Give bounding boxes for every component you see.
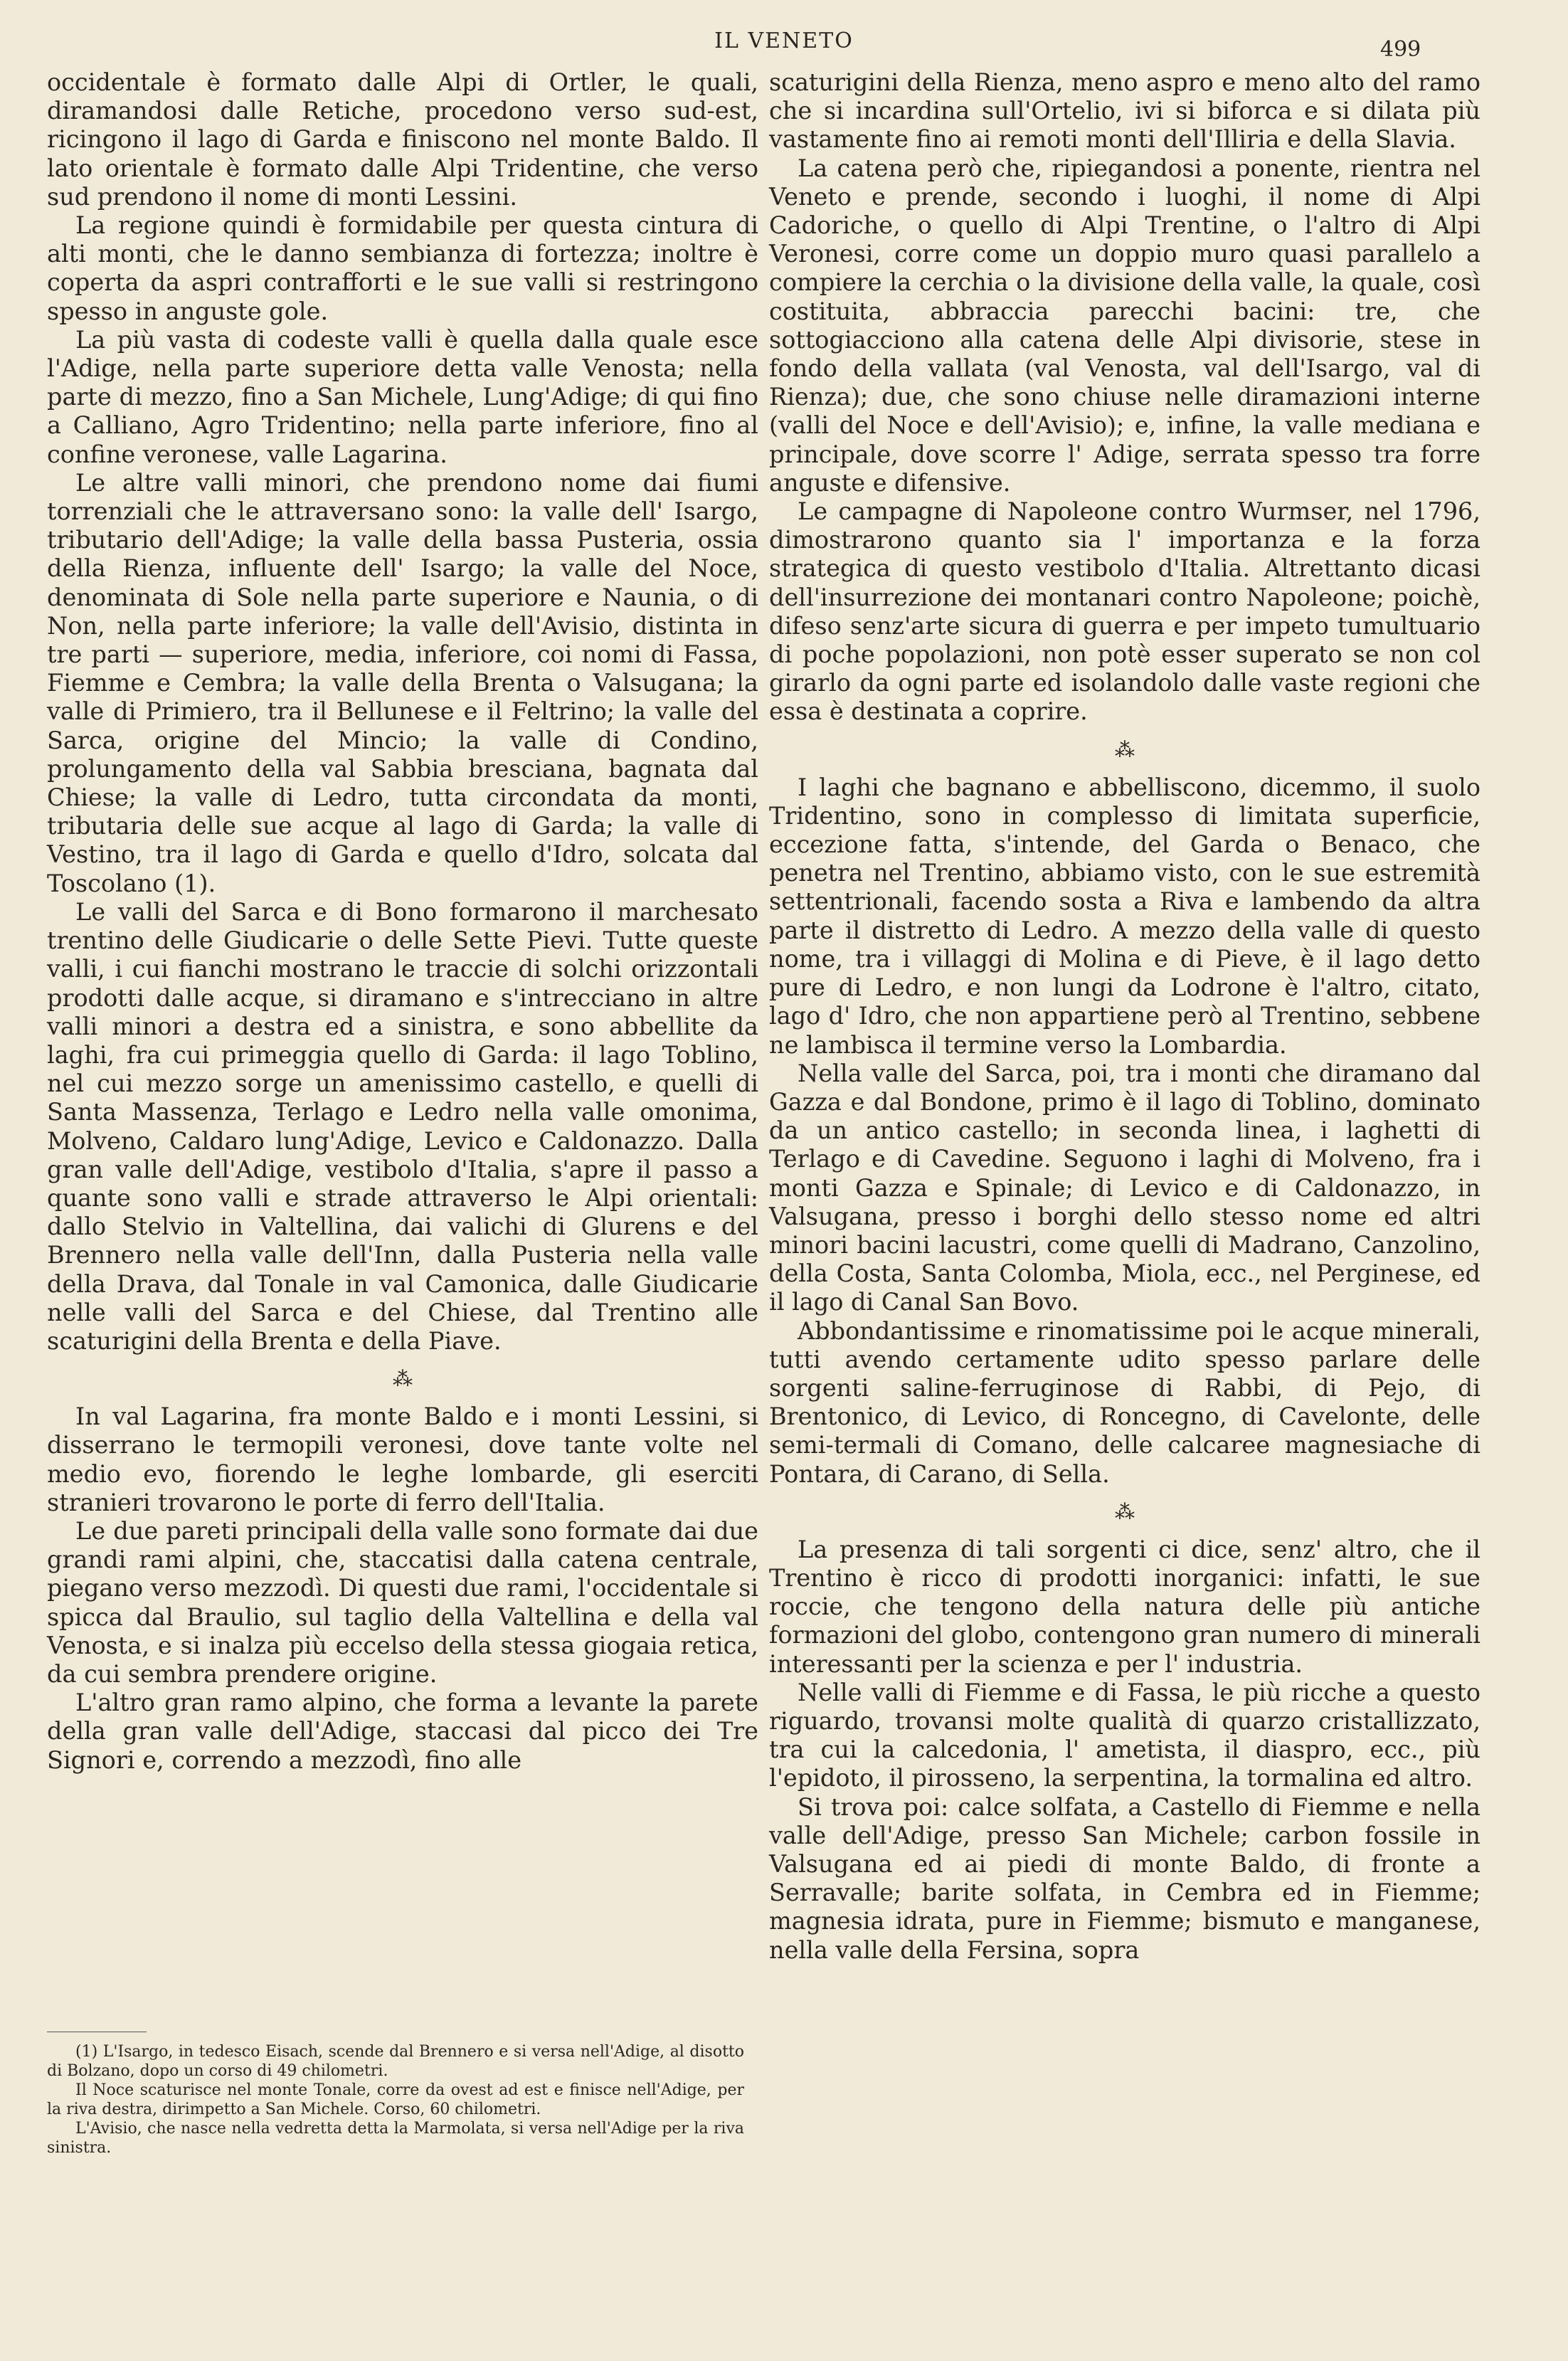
paragraph: La più vasta di codeste valli è quella dalla quale esce l'Adige, nella parte superiore detta valle Venosta; nella parte di mezzo, fino a San Michele, Lung'Adige; di qui fino a Calliano, Agro Tridentino; nella parte inferiore, fino al confine veronese, valle Lagarina. — [47, 325, 758, 468]
running-header: IL VENETO — [714, 28, 854, 53]
paragraph: Abbondantissime e rinomatissime poi le acque minerali, tutti avendo certamente udito spesso parlare delle sorgenti saline-ferruginose di Rabbi, di Pejo, di Brentonico, di Levico, di Roncegno, di Cavelonte, delle semi-termali di Comano, delle calcaree magnesiache di Pontara, di Carano, di Sella. — [769, 1316, 1480, 1488]
paragraph: scaturigini della Rienza, meno aspro e meno alto del ramo che si incardina sull'Ortelio, ivi si biforca e si dilata più vastamente fino ai remoti monti dell'Illiria e della Slavia. — [769, 68, 1480, 154]
paragraph: Le valli del Sarca e di Bono formarono il marchesato trentino delle Giudicarie o delle Sette Pievi. Tutte queste valli, i cui fianchi mostrano le traccie di solchi orizzontali prodotti dalle acque, si diramano e s'intrecciano in altre valli minori a destra ed a sinistra, e sono abbellite da laghi, fra cui primeggia quello di Garda: il lago Toblino, nel cui mezzo sorge un amenissimo castello, e quelli di Santa Massenza, Terlago e Ledro nella valle omonima, Molveno, Caldaro lung'Adige, Levico e Caldonazzo. Dalla gran valle dell'Adige, vestibolo d'Italia, s'apre il passo a quante sono valli e strade attraverso le Alpi orientali: dallo Stelvio in Valtellina, dai valichi di Glurens e del Brennero nella valle dell'Inn, dalla Pusteria nella valle della Drava, dal Tonale in val Camonica, dalle Giudicarie nelle valli del Sarca e del Chiese, dal Trentino alle scaturigini della Brenta e della Piave. — [47, 897, 758, 1355]
footnote: Il Noce scaturisce nel monte Tonale, corre da ovest ad est e finisce nell'Adige, per la riva destra, dirimpetto a San Michele. Corso, 60 chilometri. — [47, 2081, 744, 2118]
paragraph: I laghi che bagnano e abbelliscono, dicemmo, il suolo Tridentino, sono in complesso di limitata superficie, eccezione fatta, s'intende, del Garda o Benaco, che penetra nel Trentino, abbiamo visto, con le sue estremità settentrionali, facendo sosta a Riva e lambendo da altra parte il distretto di Ledro. A mezzo della valle di questo nome, tra i villaggi di Molina e di Pieve, è il lago detto pure di Ledro, e non lungi da Lodrone è l'altro, citato, lago d' Idro, che non appartiene però al Trentino, sebbene ne lambisca il termine verso la Lombardia. — [769, 773, 1480, 1059]
footnote: L'Avisio, che nasce nella vedretta detta la Marmolata, si versa nell'Adige per la riva sinistra. — [47, 2120, 744, 2157]
section-divider: ⁂ — [1115, 737, 1135, 761]
paragraph: La regione quindi è formidabile per questa cintura di alti monti, che le danno sembianza di fortezza; inoltre è coperta da aspri contrafforti e le sue valli si restringono spesso in anguste gole. — [47, 211, 758, 325]
page-number: 499 — [1380, 37, 1421, 62]
section-divider: ⁂ — [393, 1367, 413, 1391]
paragraph: L'altro gran ramo alpino, che forma a levante la parete della gran valle dell'Adige, staccasi dal picco dei Tre Signori e, correndo a mezzodì, fino alle — [47, 1689, 758, 1774]
paragraph: La presenza di tali sorgenti ci dice, senz' altro, che il Trentino è ricco di prodotti inorganici: infatti, le sue roccie, che tengono della natura delle più antiche formazioni del globo, contengono gran numero di minerali interessanti per la scienza e per l' industria. — [769, 1535, 1480, 1678]
paragraph: Nella valle del Sarca, poi, tra i monti che diramano dal Gazza e dal Bondone, primo è il lago di Toblino, dominato da un antico castello; in seconda linea, i laghetti di Terlago e di Cavedine. Seguono i laghi di Molveno, fra i monti Gazza e Spinale; di Levico e di Caldonazzo, in Valsugana, presso i borghi dello stesso nome ed altri minori bacini lacustri, come quelli di Madrano, Canzolino, della Costa, Santa Colomba, Miola, ecc., nel Perginese, ed il lago di Canal San Bovo. — [769, 1059, 1480, 1316]
paragraph: Le altre valli minori, che prendono nome dai fiumi torrenziali che le attraversano sono: la valle dell' Isargo, tributario dell'Adige; la valle della bassa Pusteria, ossia della Rienza, influente dell' Isargo; la valle del Noce, denominata di Sole nella parte superiore e Naunia, o di Non, nella parte inferiore; la valle dell'Avisio, distinta in tre parti — superiore, media, inferiore, coi nomi di Fassa, Fiemme e Cembra; la valle della Brenta o Valsugana; la valle di Primiero, tra il Bellunese e il Feltrino; la valle del Sarca, origine del Mincio; la valle di Condino, prolungamento della val Sabbia bresciana, bagnata dal Chiese; la valle di Ledro, tutta circondata da monti, tributaria delle sue acque al lago di Garda; la valle di Vestino, tra il lago di Garda e quello d'Idro, solcata dal Toscolano (1). — [47, 468, 758, 897]
footnote: (1) L'Isargo, in tedesco Eisach, scende dal Brennero e si versa nell'Adige, al disotto di Bolzano, dopo un corso di 49 chilometri. — [47, 2043, 744, 2080]
footnotes — [47, 2042, 744, 2157]
paragraph: Le due pareti principali della valle sono formate dai due grandi rami alpini, che, staccatisi dalla catena centrale, piegano verso mezzodì. Di questi due rami, l'occidentale si spicca dal Braulio, sul taglio della Valtellina e della val Venosta, e si inalza più eccelso della stessa giogaia retica, da cui sembra prendere origine. — [47, 1516, 758, 1688]
left-column — [47, 68, 758, 1775]
paragraph: In val Lagarina, fra monte Baldo e i monti Lessini, si disserrano le termopili veronesi, dove tante volte nel medio evo, fiorendo le leghe lombarde, gli eserciti stranieri trovarono le porte di ferro dell'Italia. — [47, 1403, 758, 1516]
paragraph: La catena però che, ripiegandosi a ponente, rientra nel Veneto e prende, secondo i luoghi, il nome di Alpi Cadoriche, o quello di Alpi Trentine, o l'altro di Alpi Veronesi, corre come un doppio muro quasi parallelo a compiere la cerchia o la divisione della valle, la quale, così costituita, abbraccia parecchi bacini: tre, che sottogiacciono alla catena delle Alpi divisorie, stese in fondo della vallata (val Venosta, val dell'Isargo, val di Rienza); due, che sono chiuse nelle diramazioni interne (valli del Noce e dell'Avisio); e, infine, la valle mediana e principale, dove scorre l' Adige, serrata spesso tra forre anguste e difensive. — [769, 154, 1480, 497]
paragraph: Nelle valli di Fiemme e di Fassa, le più ricche a questo riguardo, trovansi molte qualità di quarzo cristallizzato, tra cui la calcedonia, l' ametista, il diaspro, ecc., più l'epidoto, il pirosseno, la serpentina, la tormalina ed altro. — [769, 1678, 1480, 1792]
section-divider: ⁂ — [1115, 1499, 1135, 1523]
paragraph: occidentale è formato dalle Alpi di Ortler, le quali, diramandosi dalle Retiche, procedono verso sud-est, ricingono il lago di Garda e finiscono nel monte Baldo. Il lato orientale è formato dalle Alpi Tridentine, che verso sud prendono il nome di monti Lessini. — [47, 68, 758, 211]
paragraph: Si trova poi: calce solfata, a Castello di Fiemme e nella valle dell'Adige, presso San Michele; carbon fossile in Valsugana ed ai piedi di monte Baldo, di fronte a Serravalle; barite solfata, in Cembra ed in Fiemme; magnesia idrata, pure in Fiemme; bismuto e manganese, nella valle della Fersina, sopra — [769, 1792, 1480, 1964]
paragraph: Le campagne di Napoleone contro Wurmser, nel 1796, dimostrarono quanto sia l' importanza e la forza strategica di questo vestibolo d'Italia. Altrettanto dicasi dell'insurrezione dei montanari contro Napoleone; poichè, difeso senz'arte sicura di guerra e per impeto tumultuario di poche popolazioni, non potè esser superato se non col girarlo da ogni parte ed isolandolo dalle vaste regioni che essa è destinata a coprire. — [769, 497, 1480, 726]
right-column — [769, 68, 1480, 1965]
